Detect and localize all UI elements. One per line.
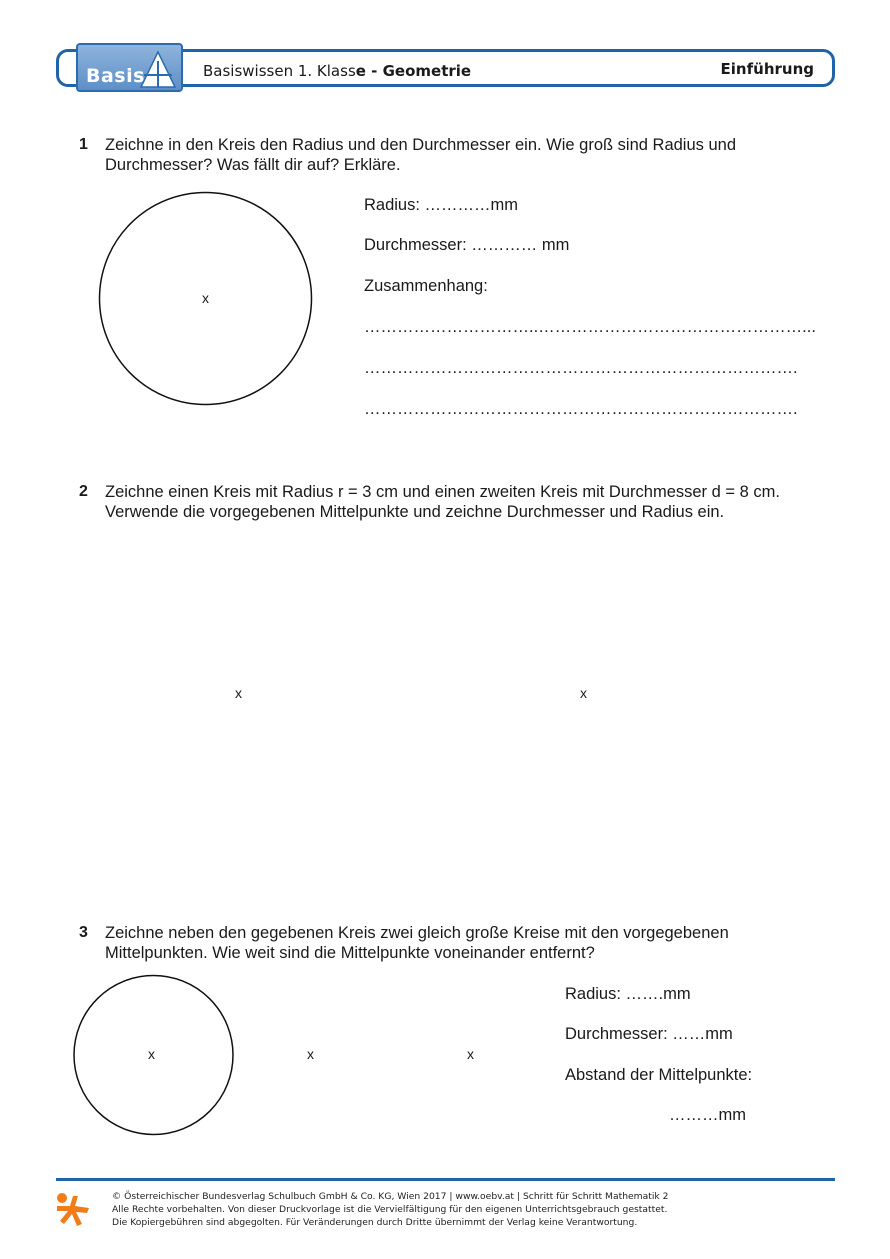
triangle-icon <box>138 49 178 91</box>
logo-label: Basis <box>86 65 145 87</box>
task3-center-3: x <box>467 1046 474 1062</box>
task1-answer-line-1: …………………………..…………………………………………... <box>364 318 816 336</box>
task3-diameter: Durchmesser: ……mm <box>565 1025 733 1043</box>
task1-answer-line-2: ……………………………………………………………………. <box>364 359 798 377</box>
publisher-logo-icon <box>54 1192 92 1228</box>
task2-center-right: x <box>580 685 587 701</box>
task2-center-left: x <box>235 685 242 701</box>
basis-logo <box>76 43 183 92</box>
task3-number: 3 <box>79 924 88 941</box>
footer-divider <box>56 1178 835 1181</box>
title-bold: e - Geometrie <box>355 62 472 80</box>
task2-number: 2 <box>79 483 88 500</box>
task1-center-mark: x <box>202 290 209 306</box>
task3-center-2: x <box>307 1046 314 1062</box>
task3-line1: Zeichne neben den gegebenen Kreis zwei gleich große Kreise mit den vorgegebenen <box>105 924 729 942</box>
footer-line-2: Alle Rechte vorbehalten. Von dieser Druckvorlage ist die Vervielfältigung für den eigenen Unterrichtsgebrauch gestattet. <box>112 1204 668 1215</box>
footer-line-1: © Österreichischer Bundesverlag Schulbuch GmbH & Co. KG, Wien 2017 | www.oebv.at | Schritt für Schritt Mathematik 2 <box>112 1191 669 1202</box>
task3-radius: Radius: …….mm <box>565 985 691 1003</box>
task3-distance-value: ………mm <box>669 1106 746 1124</box>
footer-copyright <box>112 1190 669 1229</box>
task1-radius: Radius: …………mm <box>364 196 519 214</box>
task1-relation-label: Zusammenhang: <box>364 277 488 295</box>
task1-line2: Durchmesser? Was fällt dir auf? Erkläre. <box>105 156 401 174</box>
task3-distance-label: Abstand der Mittelpunkte: <box>565 1066 753 1084</box>
task2-line2: Verwende die vorgegebenen Mittelpunkte und zeichne Durchmesser und Radius ein. <box>105 503 725 521</box>
task1-answer-line-3: ……………………………………………………………………. <box>364 400 798 418</box>
footer-line-3: Die Kopiergebühren sind abgegolten. Für Veränderungen durch Dritte übernimmt der Verlag keine Verantwortung. <box>112 1217 638 1228</box>
task1-diameter: Durchmesser: ………… mm <box>364 236 570 254</box>
task1-number: 1 <box>79 136 88 153</box>
task3-center-circle: x <box>148 1046 155 1062</box>
task1-line1: Zeichne in den Kreis den Radius und den Durchmesser ein. Wie groß sind Radius und <box>105 136 737 154</box>
page-title <box>203 62 471 80</box>
task3-line2: Mittelpunkten. Wie weit sind die Mittelpunkte voneinander entfernt? <box>105 944 595 962</box>
task2-line1: Zeichne einen Kreis mit Radius r = 3 cm und einen zweiten Kreis mit Durchmesser d = 8 cm. <box>105 483 780 501</box>
section-label: Einführung <box>720 60 814 78</box>
title-normal: Basiswissen 1. Klass <box>203 62 356 80</box>
